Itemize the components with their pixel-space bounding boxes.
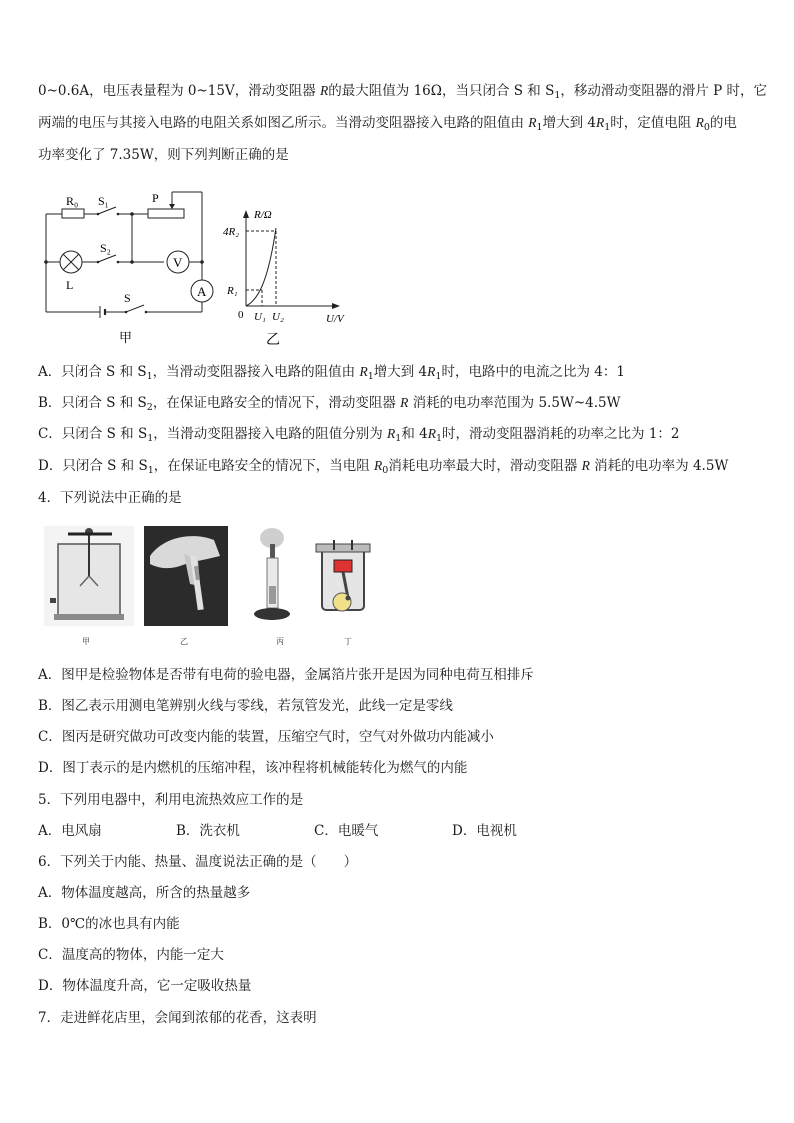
q4-option-c: C．图丙是研究做功可改变内能的装置，压缩空气时，空气对外做功内能减小 xyxy=(38,729,494,745)
q3-option-c: C．只闭合 S 和 $S_1$，当滑动变阻器接入电路的阻值分别为 $R_1$和 $4R_1$时，滑动变阻器消耗的功率之比为 1：2 xyxy=(38,426,680,444)
q5-option-d: D．电视机 xyxy=(452,823,517,839)
label-l: L xyxy=(66,278,74,292)
q3-option-d: D．只闭合 S 和 $S_1$，在保证电路安全的情况下，当电阻 $R_0$消耗电功率最大时，滑动变阻器 R 消耗的电功率为 4.5W xyxy=(38,458,729,476)
y-axis-label: R/Ω xyxy=(254,209,272,221)
diagram-engine-stroke xyxy=(312,540,374,622)
q6-option-c: C．温度高的物体，内能一定大 xyxy=(38,947,224,963)
q3-line-3: 功率变化了 7.35W，则下列判断正确的是 xyxy=(38,147,289,163)
y-tick-r1: R₁ xyxy=(227,285,238,297)
q3-line-1: 0~0.6A，电压表量程为 0~15V，滑动变阻器 R的最大阻值为 16Ω，当只闭合 S 和 $S_1$，移动滑动变阻器的滑片 P 时，它 xyxy=(38,83,768,101)
photo-test-pen xyxy=(144,526,228,626)
q3-option-a: A．只闭合 S 和 $S_1$，当滑动变阻器接入电路的阻值由 $R_1$增大到 $4R_1$时，电路中的电流之比为 4：1 xyxy=(38,364,625,382)
photo-compression-tube xyxy=(248,526,298,626)
caption-yi: 乙 xyxy=(266,333,280,348)
photo-electroscope xyxy=(44,526,134,626)
y-tick-4r2: 4R₂ xyxy=(223,226,240,238)
caption-q4-jia: 甲 xyxy=(82,637,90,646)
label-r0: R₀ xyxy=(66,194,79,208)
label-v: V xyxy=(173,255,183,270)
caption-q4-yi: 乙 xyxy=(180,637,188,646)
caption-q4-ding: 丁 xyxy=(344,637,352,646)
graph-yi xyxy=(222,206,352,348)
label-s2: S₂ xyxy=(100,241,111,255)
q4-option-b: B．图乙表示用测电笔辨别火线与零线，若氖管发光，此线一定是零线 xyxy=(38,698,453,714)
x-tick-u2: U₂ xyxy=(272,311,284,323)
origin-label: 0 xyxy=(238,309,244,321)
label-s: S xyxy=(124,291,131,305)
q6-option-b: B．0℃的冰也具有内能 xyxy=(38,916,180,932)
q4-stem: 4．下列说法中正确的是 xyxy=(38,490,182,506)
q7-stem: 7．走进鲜花店里，会闻到浓郁的花香，这表明 xyxy=(38,1010,317,1026)
q6-option-a: A．物体温度越高，所含的热量越多 xyxy=(38,885,251,901)
caption-q4-bing: 丙 xyxy=(276,637,284,646)
label-s1: S₁ xyxy=(98,194,109,208)
circuit-diagram-jia xyxy=(36,178,216,346)
q5-option-c: C．电暖气 xyxy=(314,823,379,839)
label-p: P xyxy=(152,191,159,205)
q4-option-d: D．图丁表示的是内燃机的压缩冲程，该冲程将机械能转化为燃气的内能 xyxy=(38,760,468,776)
x-tick-u1: U₁ xyxy=(254,311,266,323)
caption-jia: 甲 xyxy=(119,330,133,345)
q5-option-a: A．电风扇 xyxy=(38,823,102,839)
q5-option-b: B．洗衣机 xyxy=(176,823,240,839)
q6-stem: 6．下列关于内能、热量、温度说法正确的是（ ） xyxy=(38,854,358,870)
q3-option-b: B．只闭合 S 和 $S_2$，在保证电路安全的情况下，滑动变阻器 R 消耗的电功率范围为 5.5W~4.5W xyxy=(38,395,621,413)
x-axis-label: U/V xyxy=(326,313,344,325)
q4-option-a: A．图甲是检验物体是否带有电荷的验电器，金属箔片张开是因为同种电荷互相排斥 xyxy=(38,667,534,683)
q6-option-d: D．物体温度升高，它一定吸收热量 xyxy=(38,978,252,994)
q3-line-2: 两端的电压与其接入电路的电阻关系如图乙所示。当滑动变阻器接入电路的阻值由 $R_1$增大到 $4R_1$时，定值电阻 $R_0$的电 xyxy=(38,115,737,133)
label-a: A xyxy=(197,284,207,299)
q5-stem: 5．下列用电器中，利用电流热效应工作的是 xyxy=(38,792,304,808)
